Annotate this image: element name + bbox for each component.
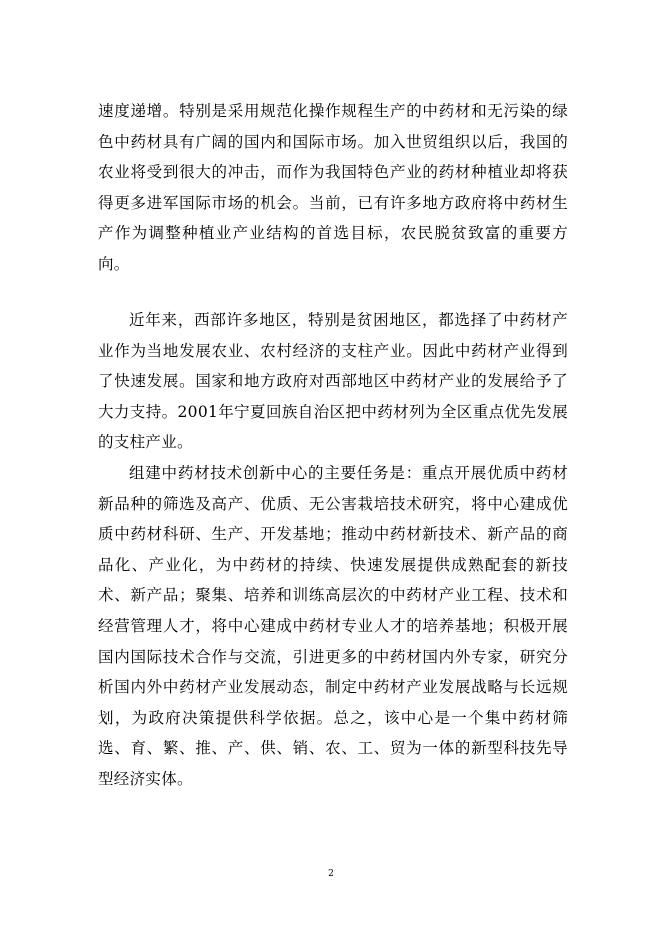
page-number: 2 — [328, 869, 334, 879]
paragraph-market-outlook: 速度递增。特别是采用规范化操作规程生产的中药材和无污染的绿色中药材具有广阔的国内和国际市场。加入世贸组织以后，我国的农业将受到很大的冲击，而作为我国特色产业的药材种植业却将获得更多进军国际市场的机会。当前，已有许多地方政府将中药材生产作为调整种植业产业结构的首选目标，农民脱贫致富的重要方向。 — [98, 102, 568, 273]
paragraph-western-development: 近年来，西部许多地区，特别是贫困地区，都选择了中药材产业作为当地发展农业、农村经济的支柱产业。因此中药材产业得到了快速发展。国家和地方政府对西部地区中药材产业的发展给予了大力支持。2001年宁夏回族自治区把中药材列为全区重点优先发展的支柱产业。 — [98, 311, 568, 452]
paragraph-innovation-center-tasks: 组建中药材技术创新中心的主要任务是：重点开展优质中药材新品种的筛选及高产、优质、无公害栽培技术研究，将中心建成优质中药材科研、生产、开发基地；推动中药材新技术、新产品的商品化、产业化，为中药材的持续、快速发展提供成熟配套的新技术、新产品；聚集、培养和训练高层次的中药材产业工程、技术和经营管理人才，将中心建成中药材专业人才的培养基地；积极开展国内国际技术合作与交流，引进更多的中药材国内外专家，研究分析国内外中药材产业发展动态，制定中药材产业发展战略与长远规划，为政府决策提供科学依据。总之，该中心是一个集中药材筛选、育、繁、推、产、供、销、农、工、贸为一体的新型科技先导型经济实体。 — [98, 464, 568, 788]
